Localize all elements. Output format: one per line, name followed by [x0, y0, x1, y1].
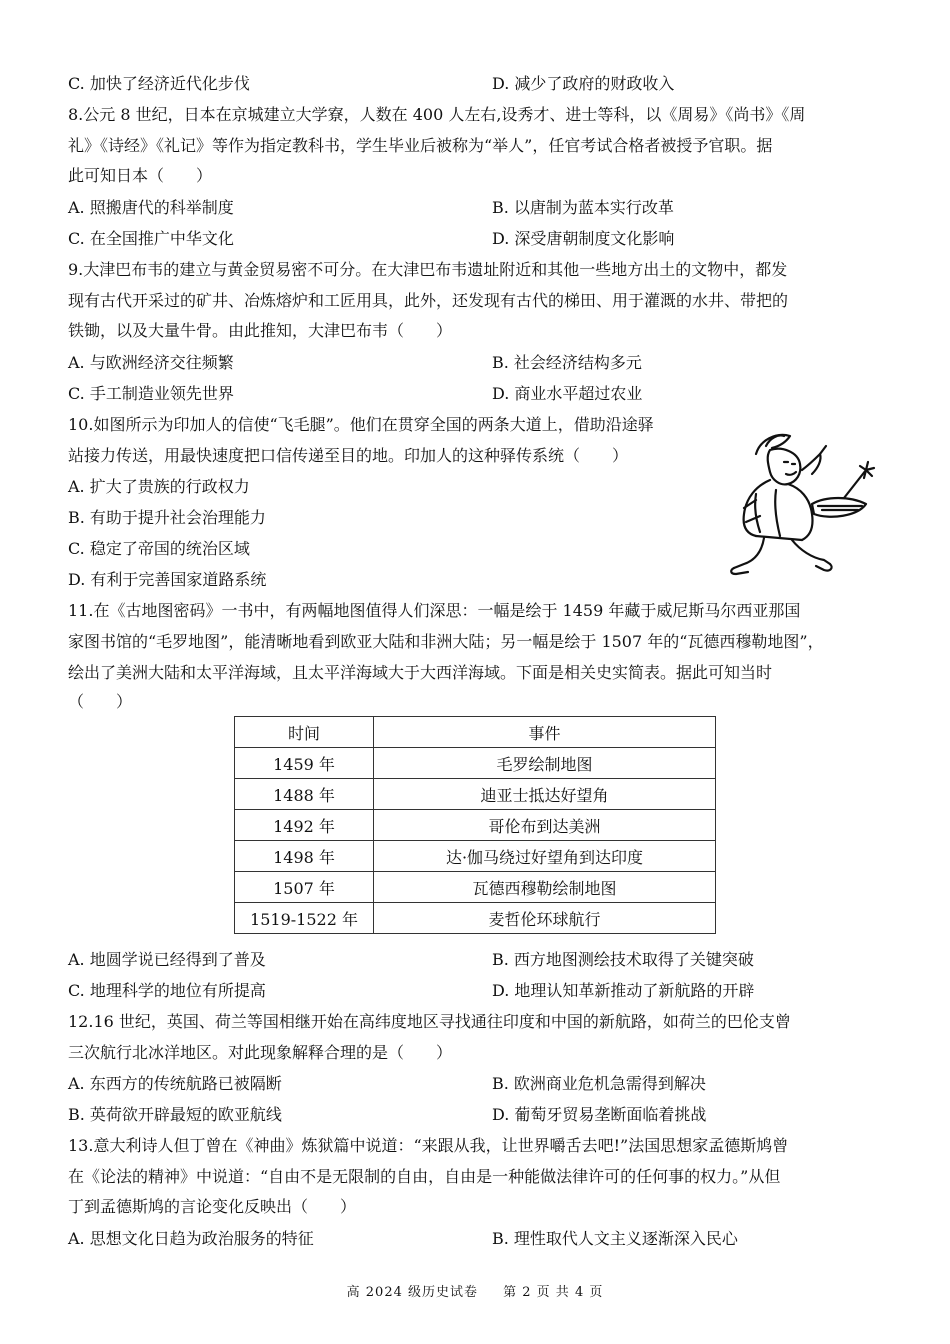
q11-option-b: B. 西方地图测绘技术取得了关键突破: [492, 950, 754, 969]
q11-stem-line-2: 家图书馆的“毛罗地图”，能清晰地看到欧亚大陆和非洲大陆；另一幅是绘于 1507 年的“瓦德西穆勒地图”，: [68, 632, 824, 651]
q9-stem-line-1: 9.大津巴布韦的建立与黄金贸易密不可分。在大津巴布韦遗址附近和其他一些地方出土的文物中，都发: [68, 260, 788, 279]
q9-option-b: B. 社会经济结构多元: [492, 353, 642, 372]
table-cell-time: 1519-1522 年: [235, 903, 374, 934]
q9-option-a: A. 与欧洲经济交往频繁: [68, 353, 234, 372]
table-header-row: [235, 717, 716, 748]
table-cell-event: 毛罗绘制地图: [374, 748, 716, 779]
q12-stem-line-2: 三次航行北冰洋地区。对此现象解释合理的是（ ）: [68, 1043, 453, 1062]
q11-option-c: C. 地理科学的地位有所提高: [68, 981, 266, 1000]
table-cell-event: 麦哲伦环球航行: [374, 903, 716, 934]
table-row: [235, 872, 716, 903]
inca-messenger-icon: [726, 424, 886, 580]
q13-option-a: A. 思想文化日趋为政治服务的特征: [68, 1229, 314, 1248]
q12-stem-line-1: 12.16 世纪，英国、荷兰等国相继开始在高纬度地区寻找通往印度和中国的新航路，如荷兰的巴伦支曾: [68, 1012, 791, 1031]
table-cell-event: 哥伦布到达美洲: [374, 810, 716, 841]
table-row: [235, 810, 716, 841]
q10-stem-line-2: 站接力传送，用最快速度把口信传递至目的地。印加人的这种驿传系统（ ）: [68, 446, 629, 465]
q10-option-a: A. 扩大了贵族的行政权力: [68, 477, 250, 496]
q8-option-b: B. 以唐制为蓝本实行改革: [492, 198, 674, 217]
table-row: [235, 841, 716, 872]
q13-stem-line-2: 在《论法的精神》中说道：“自由不是无限制的自由，自由是一种能做法律许可的任何事的权力。”从但: [68, 1167, 781, 1186]
q8-stem-line-1: 8.公元 8 世纪，日本在京城建立大学寮，人数在 400 人左右,设秀才、进士等科，以《周易》《尚书》《周: [68, 105, 806, 124]
table-cell-event: 达·伽马绕过好望角到达印度: [374, 841, 716, 872]
q10-option-c: C. 稳定了帝国的统治区域: [68, 539, 250, 558]
table-row: [235, 748, 716, 779]
table-cell-time: 1488 年: [235, 779, 374, 810]
q7-option-d: D. 减少了政府的财政收入: [492, 74, 675, 93]
q13-option-b: B. 理性取代人文主义逐渐深入民心: [492, 1229, 738, 1248]
q11-option-a: A. 地圆学说已经得到了普及: [68, 950, 266, 969]
table-header-event: 事件: [374, 717, 716, 748]
q8-stem-line-2: 礼》《诗经》《礼记》等作为指定教科书，学生毕业后被称为“举人”，任官考试合格者被授予官职。据: [68, 136, 773, 155]
table-cell-event: 瓦德西穆勒绘制地图: [374, 872, 716, 903]
q13-stem-line-1: 13.意大利诗人但丁曾在《神曲》炼狱篇中说道：“来跟从我，让世界嚼舌去吧!”法国思想家孟德斯鸠曾: [68, 1136, 789, 1155]
q9-option-d: D. 商业水平超过农业: [492, 384, 643, 403]
q8-stem-line-3: 此可知日本（ ）: [68, 166, 213, 185]
page-footer: [0, 1281, 950, 1300]
q9-stem-line-2: 现有古代开采过的矿井、冶炼熔炉和工匠用具，此外，还发现有古代的梯田、用于灌溉的水井、带把的: [68, 291, 789, 310]
q9-option-c: C. 手工制造业领先世界: [68, 384, 234, 403]
q11-stem-line-1: 11.在《古地图密码》一书中，有两幅地图值得人们深思：一幅是绘于 1459 年藏于威尼斯马尔西亚那国: [68, 601, 801, 620]
table-cell-time: 1459 年: [235, 748, 374, 779]
events-table: [234, 716, 716, 934]
q8-option-a: A. 照搬唐代的科举制度: [68, 198, 234, 217]
table-cell-time: 1498 年: [235, 841, 374, 872]
q12-option-c: B. 英荷欲开辟最短的欧亚航线: [68, 1105, 282, 1124]
q8-option-d: D. 深受唐朝制度文化影响: [492, 229, 675, 248]
q12-option-a: A. 东西方的传统航路已被隔断: [68, 1074, 282, 1093]
q12-option-b: B. 欧洲商业危机急需得到解决: [492, 1074, 706, 1093]
table-row: [235, 903, 716, 934]
table-row: [235, 779, 716, 810]
table-cell-time: 1492 年: [235, 810, 374, 841]
q11-option-d: D. 地理认知革新推动了新航路的开辟: [492, 981, 755, 1000]
table-cell-time: 1507 年: [235, 872, 374, 903]
q9-stem-line-3: 铁锄，以及大量牛骨。由此推知，大津巴布韦（ ）: [68, 321, 453, 340]
q8-option-c: C. 在全国推广中华文化: [68, 229, 234, 248]
table-header-time: 时间: [235, 717, 374, 748]
q11-stem-line-3: 绘出了美洲大陆和太平洋海域，且太平洋海域大于大西洋海域。下面是相关史实简表。据此可知当时: [68, 663, 773, 682]
q10-option-d: D. 有利于完善国家道路系统: [68, 570, 267, 589]
q13-stem-line-3: 丁到孟德斯鸠的言论变化反映出（ ）: [68, 1197, 357, 1216]
footer-exam-title: 高 2024 级历史试卷: [346, 1285, 478, 1300]
q11-stem-line-4: （ ）: [68, 692, 133, 711]
q10-stem-line-1: 10.如图所示为印加人的信使“飞毛腿”。他们在贯穿全国的两条大道上，借助沿途驿: [68, 415, 654, 434]
q7-option-c: C. 加快了经济近代化步伐: [68, 74, 250, 93]
table-cell-event: 迪亚士抵达好望角: [374, 779, 716, 810]
q12-option-d: D. 葡萄牙贸易垄断面临着挑战: [492, 1105, 707, 1124]
footer-page-number: 第 2 页 共 4 页: [503, 1285, 604, 1300]
q10-option-b: B. 有助于提升社会治理能力: [68, 508, 266, 527]
